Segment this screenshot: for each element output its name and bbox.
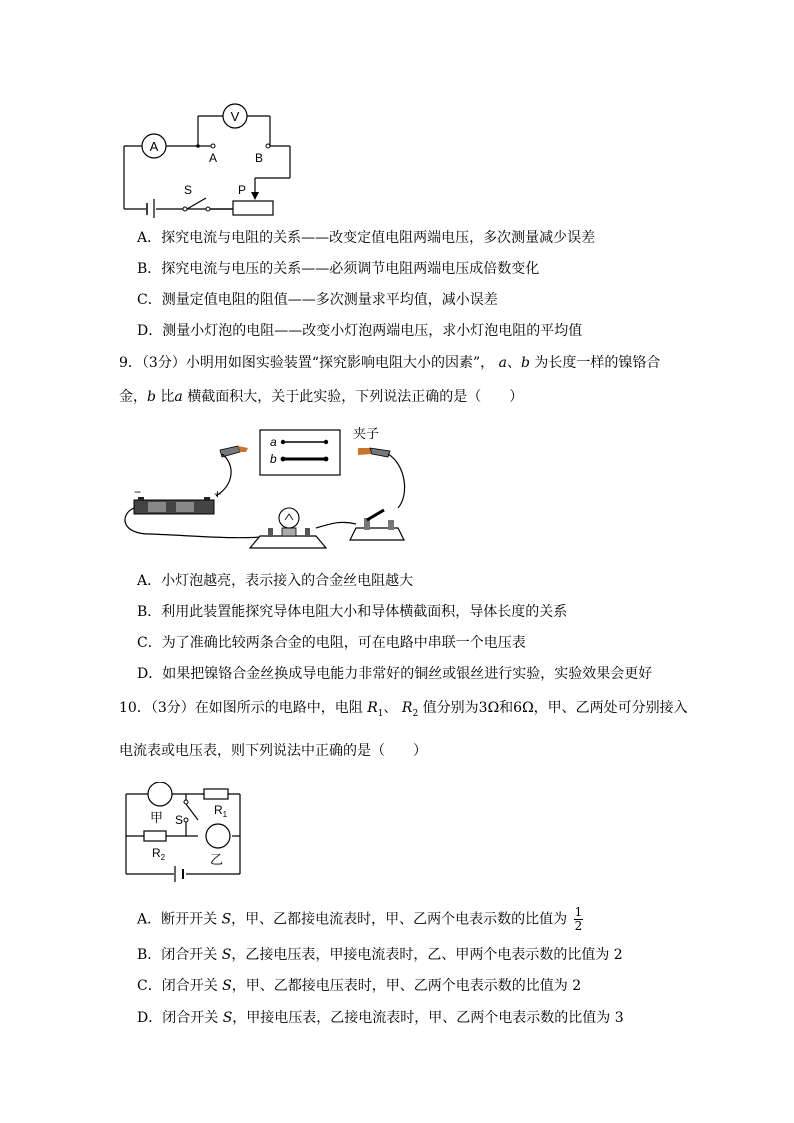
switch-label: S: [183, 183, 193, 197]
right-clip: [358, 448, 390, 457]
q8-circuit-figure: [118, 96, 300, 218]
q9-option-a[interactable]: A．小灯泡越亮，表示接入的合金丝电阻越大: [137, 573, 414, 589]
q10-stem-line1: 10．（3分）在如图所示的电路中，电阻 $R_1$、 $R_2$ 值分别为3Ω和6Ω，甲、乙两处可分别接入: [119, 700, 688, 719]
switch-s-label: S: [175, 813, 184, 827]
q9-stem-line2: 金，b 比a 横截面积大，关于此实验，下列说法正确的是（ ）: [119, 389, 524, 405]
r2-label: $R_2$: [152, 846, 166, 862]
point-a-label: A: [208, 151, 218, 165]
q8-option-b[interactable]: B．探究电流与电压的关系——必须调节电阻两端电压成倍数变化: [137, 261, 540, 277]
slider-label: P: [237, 183, 247, 197]
clip-label: 夹子: [353, 426, 380, 441]
r1-label: $R_1$: [214, 803, 228, 819]
q10-option-c[interactable]: C．闭合开关 S，甲、乙都接电压表时，甲、乙两个电表示数的比值为 2: [137, 978, 582, 994]
ammeter-label: A: [149, 139, 159, 154]
q10-option-d[interactable]: D．闭合开关 S，甲接电压表，乙接电流表时，甲、乙两个电表示数的比值为 3: [137, 1010, 624, 1026]
q10-circuit-figure: [120, 782, 250, 892]
bulb-holder: [250, 508, 326, 548]
wire-b-label: b: [270, 452, 277, 466]
battery-plus-label: +: [214, 487, 222, 501]
jia-label: 甲: [150, 810, 164, 825]
q9-option-b[interactable]: B．利用此装置能探究导体电阻大小和导体横截面积，导体长度的关系: [137, 604, 568, 620]
q9-option-c[interactable]: C．为了准确比较两条合金的电阻，可在电路中串联一个电压表: [137, 635, 526, 651]
q9-apparatus-figure: [120, 424, 420, 558]
wire-a-label: a: [270, 435, 277, 449]
meter-yi-symbol: [206, 824, 230, 848]
knife-switch: [350, 510, 404, 540]
q10-stem-line2: 电流表或电压表，则下列说法中正确的是（ ）: [119, 743, 427, 759]
battery-minus-label: −: [134, 485, 142, 499]
q10-option-a[interactable]: A．断开开关 S，甲、乙都接电流表时，甲、乙两个电表示数的比值为 $\frac{1}{2}$: [137, 905, 583, 933]
fraction-one-half: $\frac{1}{2}$: [574, 905, 583, 933]
q8-option-d[interactable]: D．测量小灯泡的电阻——改变小灯泡两端电压，求小灯泡电阻的平均值: [137, 323, 583, 339]
voltmeter-label: V: [230, 109, 240, 124]
meter-jia-symbol: [148, 782, 172, 806]
q8-option-c[interactable]: C．测量定值电阻的阻值——多次测量求平均值，减小误差: [137, 292, 498, 308]
q9-option-d[interactable]: D．如果把镍铬合金丝换成导电能力非常好的铜丝或银丝进行实验，实验效果会更好: [137, 666, 653, 682]
point-b-label: B: [254, 151, 264, 165]
q8-option-a[interactable]: A．探究电流与电阻的关系——改变定值电阻两端电压，多次测量减少误差: [137, 230, 596, 246]
q10-option-b[interactable]: B．闭合开关 S，乙接电压表，甲接电流表时，乙、甲两个电表示数的比值为 2: [137, 947, 623, 963]
q9-stem-line1: 9．（3分）小明用如图实验装置“探究影响电阻大小的因素”， a、b 为长度一样的镍铬合: [119, 355, 661, 371]
yi-label: 乙: [210, 852, 224, 867]
